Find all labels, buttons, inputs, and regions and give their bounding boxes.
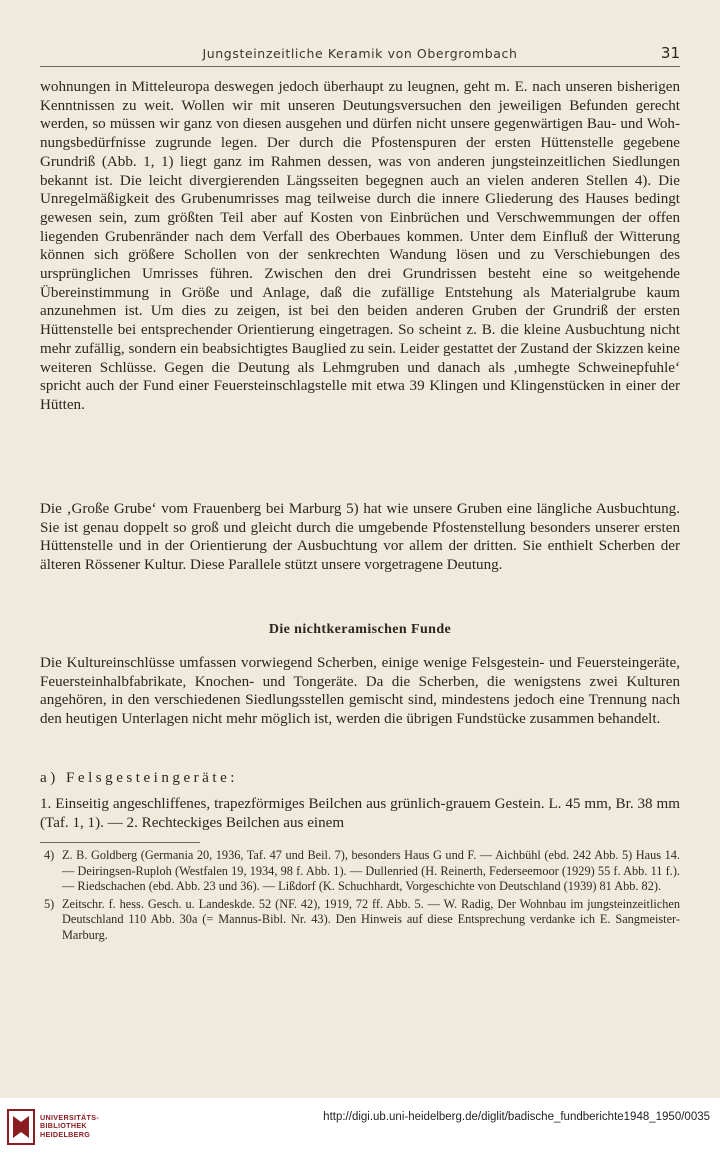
body-paragraph-3 [40,654,680,729]
footnote [40,897,680,944]
paragraph-text: wohnungen in Mitteleuropa deswegen jedoch überhaupt zu leugnen, geht m. E. nach unseren bisherigen Kenntnissen zu weit. Wollen wir mit unseren Deutungsversuchen den jeweiligen Befunden gerecht werden, so müssen wir ganz von diesen ausgehen und dürfen nicht unsere gegenwärtigen Bau- und Wohnungsbedürfnisse zugrunde legen. Der durch die Pfostenspuren der ersten Hüttenstelle gegebene Grundriß (Abb. 1, 1) liegt ganz im Rahmen dessen, was von anderen jungsteinzeitlichen Siedlungen bekannt ist. Die leicht divergierenden Längsseiten begegnen auch an vielen anderen Stellen 4). Die Unregelmäßigkeit des Grubenumrisses mag teilweise durch die innere Gliederung des Hauses bedingt gewesen sein, zum größten Teil aber auf Kosten von Einbrüchen und Verschwemmungen der offen liegenden Grubenränder nach dem Verfall des Oberbaues kommen. Unter dem Einfluß der Witterung können sich größere Schollen von der senkrechten Wandung lösen und zu Verschiebungen des ursprünglichen Umrisses führen. Zwischen den drei Grundrissen besteht eine so weitgehende Übereinstimmung in Größe und Anlage, daß die zufällige Entstehung als Materialgrube kaum anzunehmen ist. Um dies zu zeigen, ist bei den beiden anderen Gruben der Grundriß der ersten Hüttenstelle bei entsprechender Orientierung eingetragen. So scheint z. B. die kleine Ausbuchtung nicht mehr zufällig, sondern ein beabsichtigtes Bauglied zu sein. Leider gestattet der Zustand der Skizzen keine weiteren Schlüsse. Gegen die Deutung als Lehmgruben und danach als ‚umhegte Schweinepfuhle‘ spricht auch der Fund einer Feuersteinschlagstelle mit etwa 39 Klingen und Klingenstücken in einer der Hütten. [40,79,680,413]
footnote-text: Z. B. Goldberg (Germania 20, 1936, Taf. 47 und Beil. 7), besonders Haus G und F. — Aichbühl (ebd. 242 Abb. 5) Haus 14. — Deiringsen-Ruploh (Westfalen 19, 1934, 98 f. Abb. 1). — Dullenried (H. Reinerth, Federseemoor (1929) 55 f. Abb. 11 f.). — Riedschachen (ebd. Abb. 23 und 36). — Lißdorf (K. Schuchhardt, Vorgeschichte von Deutschland (1939) 81 Abb. 82). [62,848,680,893]
body-paragraph-4 [40,795,680,832]
body-paragraph-2 [40,500,680,575]
footer-bar [0,1098,720,1156]
logo-line: HEIDELBERG [40,1129,91,1139]
paragraph-text: 1. Einseitig angeschliffenes, trapezförmiges Beilchen aus grünlich-grauem Gestein. L. 45 mm, Br. 38 mm (Taf. 1, 1). — 2. Rechteckiges Beilchen aus einem [40,796,680,831]
footnote-mark: 5) [44,896,55,911]
logo-line: BIBLIOTHEK [40,1121,87,1131]
logo-text [40,1114,99,1139]
footnote [40,848,680,895]
library-emblem-icon [6,1108,36,1146]
section-heading: Die nichtkeramischen Funde [268,622,452,637]
footnote-divider [40,842,200,843]
library-logo[interactable] [6,1108,156,1148]
running-head [40,44,680,67]
source-url-link[interactable]: http://digi.ub.uni-heidelberg.de/diglit/badische_fundberichte1948_1950/0035 [323,1111,710,1123]
footnote-text: Zeitschr. f. hess. Gesch. u. Landeskde. 52 (NF. 42), 1919, 72 ff. Abb. 5. — W. Radig, Der Wohnbau im jungsteinzeitlichen Deutschland 110 Abb. 30a (= Mannus-Bibl. Nr. 43). Den Hinweis auf diese Entsprechung verdanke ich E. Sangmeister-Marburg. [62,896,680,942]
running-title: Jungsteinzeitliche Keramik von Obergrombach [202,46,518,61]
footnote-mark: 4) [44,848,55,862]
paragraph-text: Die ‚Große Grube‘ vom Frauenberg bei Marburg 5) hat wie unsere Gruben eine längliche Ausbuchtung. Sie ist genau doppelt so groß und gleicht durch die umgebende Pfostenstellung besonders unserer ersten Hüttenstelle und in der Orientierung der Ausbuchtung vor allem der dritten. Sie enthielt Scherben der älteren Rössener Kultur. Diese Parallele stützt unsere vorgetragene Deutung. [40,501,680,574]
page-number: 31 [660,44,680,62]
paragraph-text: Die Kultureinschlüsse umfassen vorwiegend Scherben, einige wenige Felsgestein- und Feuersteingeräte, Feuersteinhalbfabrikate, Knochen- und Tongeräte. Da die Scherben, die wenigstens zwei Kulturen angehören, in den verschiedenen Siedlungsstellen gemischt sind, mindestens jedoch eine Trennung nach den heutigen Unterlagen nicht mehr möglich ist, werden die übrigen Fundstücke zusammen behandelt. [40,655,680,728]
logo-line: UNIVERSITÄTS- [40,1113,100,1122]
footnotes [40,848,680,943]
body-paragraph-1 [40,78,680,415]
subheading-felsgesteingeraete: a) Felsgesteingeräte: [40,770,238,786]
